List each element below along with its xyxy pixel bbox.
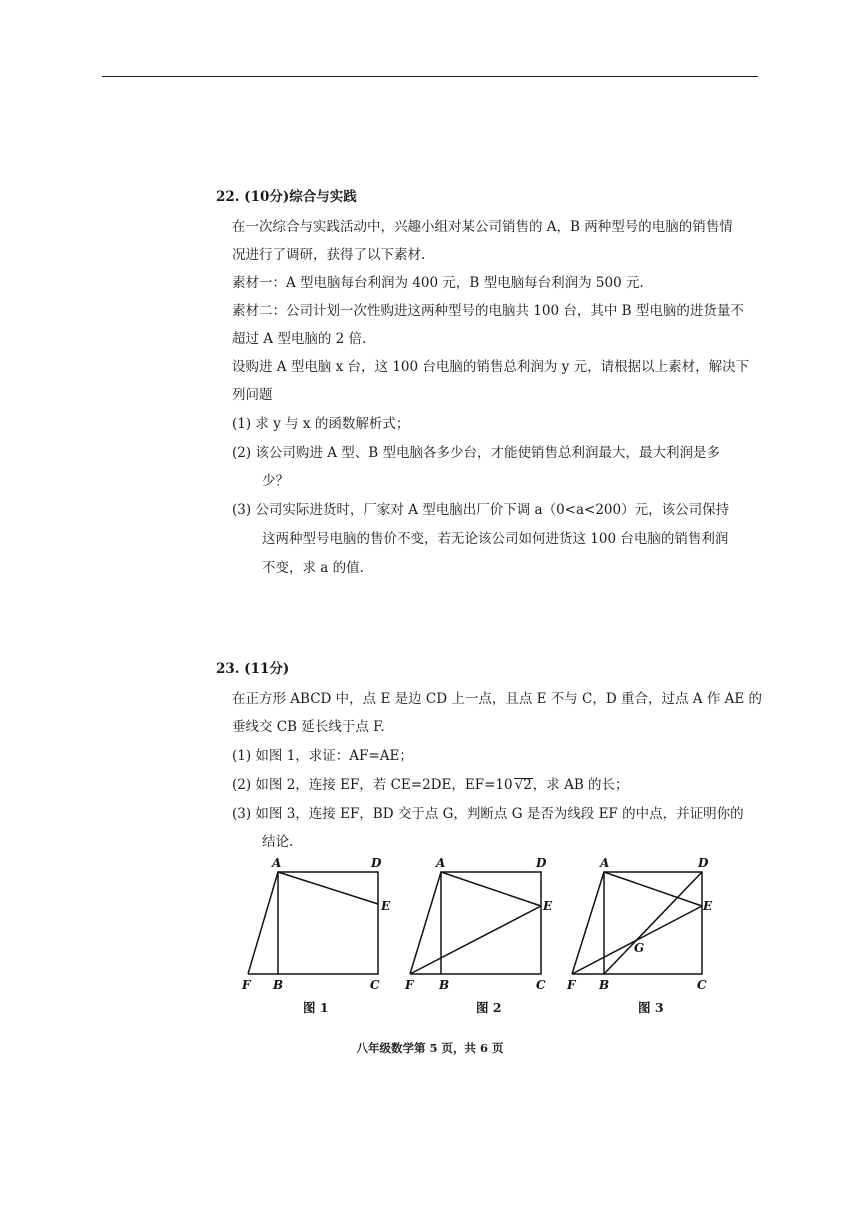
q22-line-7: 列问题 [232,387,273,403]
figure-2-caption: 图 2 [476,1000,502,1015]
label-f: F [242,978,251,992]
q22-part-2b: 少？ [262,473,289,489]
label-b: B [273,978,284,992]
q22-line-4: 素材二：公司计划一次性购进这两种型号的电脑共 100 台，其中 B 型电脑的进货量不 [232,303,744,319]
q22-header: 22. (10分)综合与实践 [216,189,357,205]
page-footer: 八年级数学第 5 页，共 6 页 [356,1041,504,1055]
q23-header: 23. (11分) [216,661,290,677]
segment-af [410,872,441,974]
label-a: A [600,856,610,870]
q22-line-1: 在一次综合与实践活动中，兴趣小组对某公司销售的 A，B 两种型号的电脑的销售情 [232,219,733,235]
q22-part-3b: 这两种型号电脑的售价不变，若无论该公司如何进货这 100 台电脑的销售利润 [262,531,729,547]
label-a: A [272,856,282,870]
q23-part-2-pre: (2) 如图 2，连接 EF，若 CE=2DE，EF=10 [232,777,513,793]
label-c: C [536,978,546,992]
segment-ae [278,872,378,904]
q22-part-3a: (3) 公司实际进货时，厂家对 A 型电脑出厂价下调 a（0<a<200）元，该公司保持 [232,502,730,518]
figure-3-caption: 图 3 [638,1000,664,1015]
label-e: E [703,899,713,913]
q23-line-1: 在正方形 ABCD 中，点 E 是边 CD 上一点，且点 E 不与 C，D 重合，过点 A 作 AE 的 [232,691,763,707]
segment-ef [410,906,541,974]
label-d: D [698,856,709,870]
label-c: C [697,978,707,992]
label-d: D [536,856,547,870]
q23-part-2-radicand: 2 [523,777,532,793]
q23-part-1: (1) 如图 1，求证：AF=AE； [232,748,413,764]
label-b: B [439,978,450,992]
label-e: E [381,899,391,913]
q22-line-3: 素材一：A 型电脑每台利润为 400 元，B 型电脑每台利润为 500 元. [232,275,644,291]
sqrt-radical: √2 [514,777,532,793]
q23-line-2: 垂线交 CB 延长线于点 F. [232,719,385,735]
segment-bd [604,872,702,974]
segment-af [248,872,278,974]
segment-af [572,872,604,974]
q22-part-1: (1) 求 y 与 x 的函数解析式； [232,416,410,432]
label-c: C [370,978,380,992]
figure-3 [560,852,730,998]
q23-part-2 [232,776,629,794]
figure-1 [230,852,400,998]
header-rule [102,76,758,77]
q23-part-3b: 结论. [262,834,294,850]
label-f: F [567,978,576,992]
label-d: D [371,856,382,870]
label-e: E [543,899,553,913]
figure-1-caption: 图 1 [303,1000,329,1015]
q22-part-2a: (2) 该公司购进 A 型、B 型电脑各多少台，才能使销售总利润最大，最大利润是多 [232,445,720,461]
label-f: F [405,978,414,992]
q22-line-2: 况进行了调研，获得了以下素材. [232,247,426,263]
label-g: G [634,941,645,955]
q22-part-3c: 不变，求 a 的值. [262,560,364,576]
segment-ae [604,872,702,906]
segment-ae [441,872,541,906]
q23-part-3a: (3) 如图 3，连接 EF，BD 交于点 G，判断点 G 是否为线段 EF 的中点，并证明你的 [232,806,744,822]
q22-line-5: 超过 A 型电脑的 2 倍. [232,331,367,347]
q23-part-2-post: ，求 AB 的长； [532,777,629,793]
q22-line-6: 设购进 A 型电脑 x 台，这 100 台电脑的销售总利润为 y 元，请根据以上素材，解决下 [232,359,750,375]
square-abcd [441,872,541,974]
label-a: A [436,856,446,870]
label-b: B [599,978,610,992]
figure-2 [395,852,565,998]
